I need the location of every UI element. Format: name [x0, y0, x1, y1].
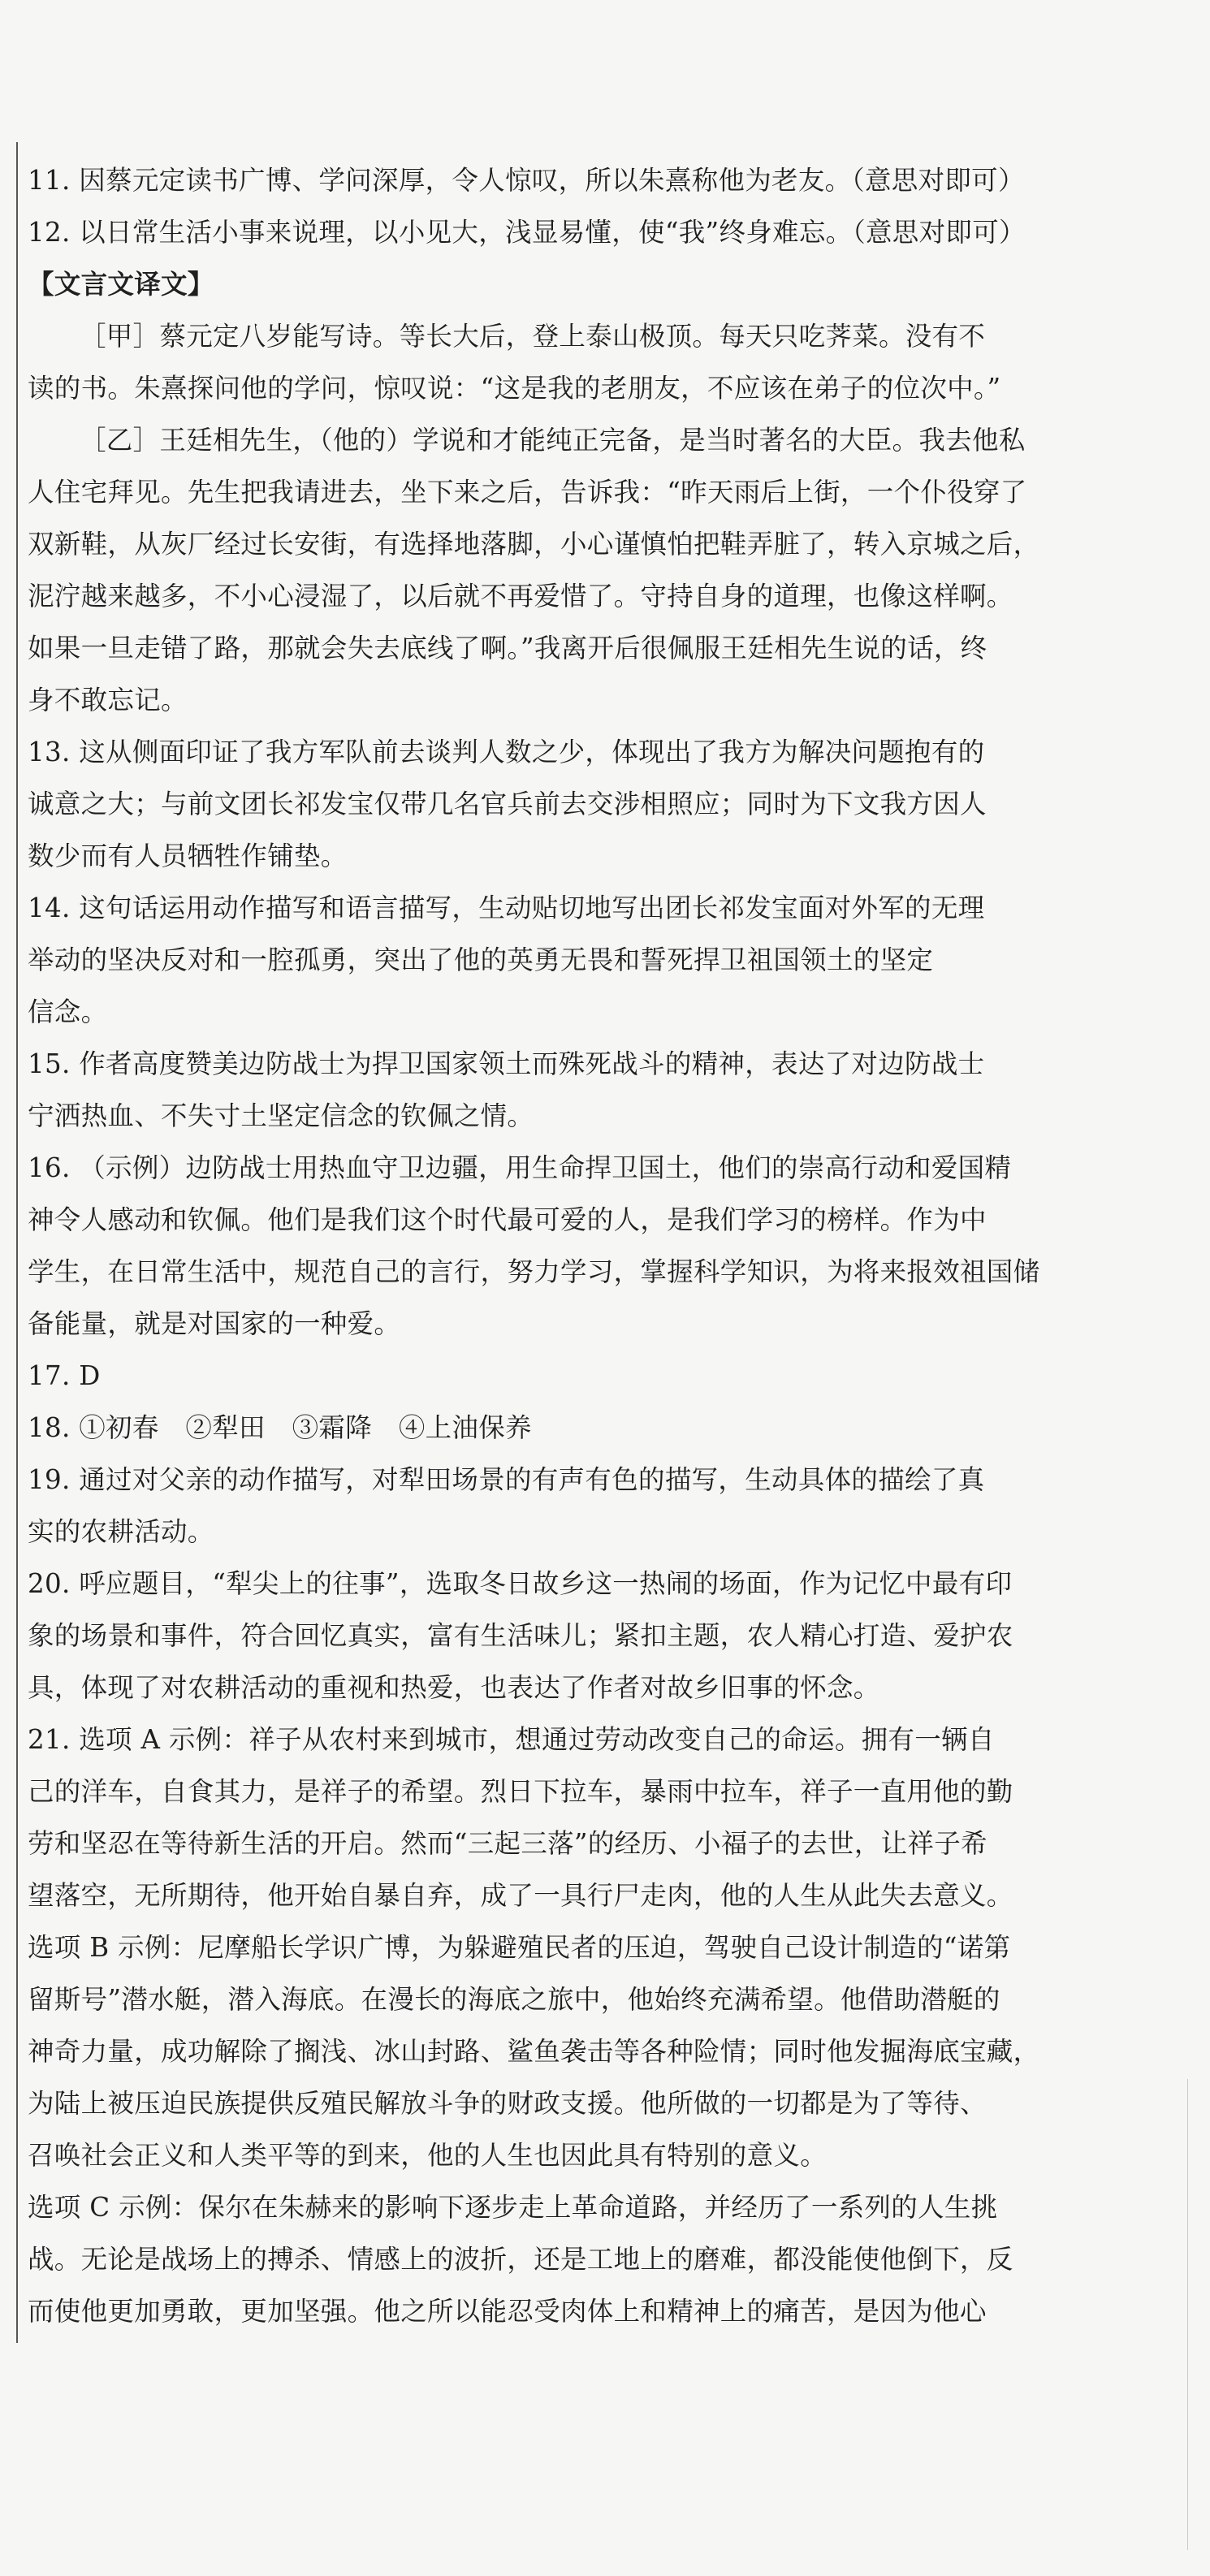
translation-jia-line: 读的书。朱熹探问他的学问，惊叹说：“这是我的老朋友，不应该在弟子的位次中。”: [28, 373, 1001, 404]
translation-yi-line: 身不敢忘记。: [28, 685, 188, 715]
answer-21-option-b-line: 选项 B 示例：尼摩船长学识广博，为躲避殖民者的压迫，驾驶自己设计制造的“诺第: [28, 1932, 1011, 1963]
answer-21-option-c-line: 选项 C 示例：保尔在朱赫来的影响下逐步走上革命道路，并经历了一系列的人生挑: [28, 2192, 998, 2223]
answer-13-line: 数少而有人员牺牲作铺垫。: [28, 841, 348, 871]
answer-18-line: 18. ①初春 ②犁田 ③霜降 ④上油保养: [28, 1412, 532, 1443]
translation-yi-line: ［乙］王廷相先生，（他的）学说和才能纯正完备，是当时著名的大臣。我去他私: [80, 425, 1026, 456]
answer-16-line: 备能量，就是对国家的一种爱。: [28, 1308, 401, 1339]
answer-21-option-b-line: 为陆上被压迫民族提供反殖民解放斗争的财政支援。他所做的一切都是为了等待、: [28, 2088, 987, 2119]
answer-19-line: 实的农耕活动。: [28, 1516, 214, 1547]
answer-16-line: 16. （示例）边防战士用热血守卫边疆，用生命捍卫国土，他们的崇高行动和爱国精: [28, 1152, 1012, 1183]
translation-yi-line: 人住宅拜见。先生把我请进去，坐下来之后，告诉我：“昨天雨后上街，一个仆役穿了: [28, 477, 1027, 508]
answer-21-option-c-line: 战。无论是战场上的搏杀、情感上的波折，还是工地上的磨难，都没能使他倒下，反: [28, 2244, 1013, 2275]
answer-13-line: 13. 这从侧面印证了我方军队前去谈判人数之少，体现出了我方为解决问题抱有的: [28, 737, 985, 767]
answer-20-line: 象的场景和事件，符合回忆真实，富有生活味儿；紧扣主题，农人精心打造、爱护农: [28, 1620, 1013, 1651]
answer-20-line: 20. 呼应题目，“犁尖上的往事”，选取冬日故乡这一热闹的场面，作为记忆中最有印: [28, 1568, 1013, 1599]
answer-21-line: 劳和坚忍在等待新生活的开启。然而“三起三落”的经历、小福子的去世，让祥子希: [28, 1828, 987, 1859]
left-margin-rule: [16, 142, 18, 2343]
answer-19-line: 19. 通过对父亲的动作描写，对犁田场景的有声有色的描写，生动具体的描绘了真: [28, 1464, 985, 1495]
answer-21-line: 21. 选项 A 示例：祥子从农村来到城市，想通过劳动改变自己的命运。拥有一辆自: [28, 1724, 995, 1755]
answer-text-body: [28, 154, 1185, 2337]
answer-21-option-c-line: 而使他更加勇敢，更加坚强。他之所以能忍受肉体上和精神上的痛苦，是因为他心: [28, 2296, 987, 2327]
answer-15-line: 宁洒热血、不失寸土坚定信念的钦佩之情。: [28, 1100, 534, 1131]
answer-20-line: 具，体现了对农耕活动的重视和热爱，也表达了作者对故乡旧事的怀念。: [28, 1672, 880, 1703]
answer-21-line: 望落空，无所期待，他开始自暴自弃，成了一具行尸走肉，他的人生从此失去意义。: [28, 1880, 1013, 1911]
answer-14-line: 举动的坚决反对和一腔孤勇，突出了他的英勇无畏和誓死捍卫祖国领土的坚定: [28, 944, 934, 975]
right-margin-rule: [1187, 2079, 1188, 2550]
answer-13-line: 诚意之大；与前文团长祁发宝仅带几名官兵前去交涉相照应；同时为下文我方因人: [28, 789, 987, 819]
answer-17-line: 17. D: [28, 1360, 101, 1391]
answer-21-option-b-line: 召唤社会正义和人类平等的到来，他的人生也因此具有特别的意义。: [28, 2140, 828, 2171]
answer-14-line: 信念。: [28, 996, 108, 1027]
answer-15-line: 15. 作者高度赞美边防战士为捍卫国家领土而殊死战斗的精神，表达了对边防战士: [28, 1048, 985, 1079]
translation-yi-line: 双新鞋，从灰厂经过长安街，有选择地落脚，小心谨慎怕把鞋弄脏了，转入京城之后，: [28, 529, 1040, 560]
answer-11-line: 11. 因蔡元定读书广博、学问深厚，令人惊叹，所以朱熹称他为老友。（意思对即可）: [28, 165, 1025, 196]
answer-21-option-b-line: 神奇力量，成功解除了搁浅、冰山封路、鲨鱼袭击等各种险情；同时他发掘海底宝藏，: [28, 2036, 1040, 2067]
answer-14-line: 14. 这句话运用动作描写和语言描写，生动贴切地写出团长祁发宝面对外军的无理: [28, 893, 985, 923]
answer-21-line: 己的洋车，自食其力，是祥子的希望。烈日下拉车，暴雨中拉车，祥子一直用他的勤: [28, 1776, 1013, 1807]
answer-16-line: 学生，在日常生活中，规范自己的言行，努力学习，掌握科学知识，为将来报效祖国储: [28, 1256, 1040, 1287]
answer-12-line: 12. 以日常生活小事来说理，以小见大，浅显易懂，使“我”终身难忘。（意思对即可）: [28, 217, 1026, 248]
answer-21-option-b-line: 留斯号”潜水艇，潜入海底。在漫长的海底之旅中，他始终充满希望。他借助潜艇的: [28, 1984, 1000, 2015]
translation-yi-line: 如果一旦走错了路，那就会失去底线了啊。”我离开后很佩服王廷相先生说的话，终: [28, 633, 987, 663]
translation-jia-line: ［甲］蔡元定八岁能写诗。等长大后，登上泰山极顶。每天只吃荠菜。没有不: [80, 321, 986, 352]
answer-16-line: 神令人感动和钦佩。他们是我们这个时代最可爱的人，是我们学习的榜样。作为中: [28, 1204, 987, 1235]
translation-yi-line: 泥泞越来越多，不小心浸湿了，以后就不再爱惜了。守持自身的道理，也像这样啊。: [28, 581, 1013, 612]
section-heading-classical-translation: 【文言文译文】: [28, 268, 214, 300]
